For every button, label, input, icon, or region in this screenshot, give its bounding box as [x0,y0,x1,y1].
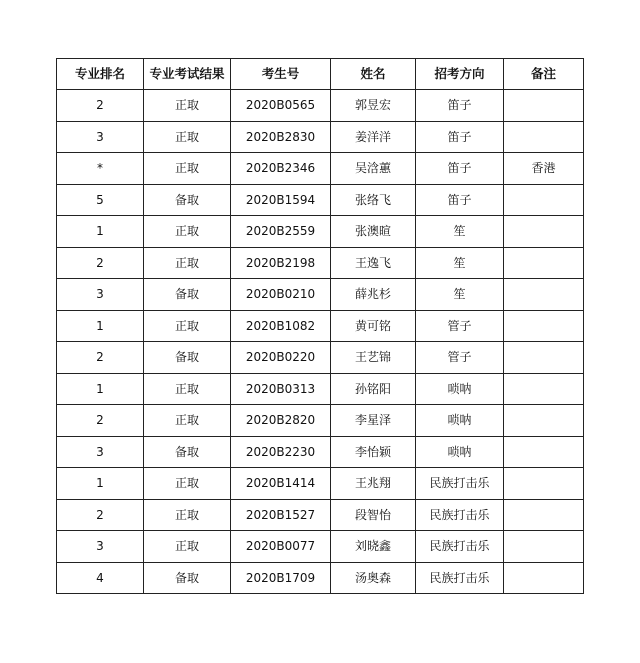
direction-cell: 民族打击乐 [416,468,504,500]
direction-cell: 唢呐 [416,373,504,405]
result-cell: 正取 [144,153,231,185]
remarks-cell [504,499,584,531]
result-cell: 备取 [144,436,231,468]
exam-number-cell: 2020B0210 [231,279,331,311]
table-row [57,153,584,185]
name-cell: 张络飞 [331,184,416,216]
remarks-cell [504,531,584,563]
result-cell: 备取 [144,562,231,594]
result-cell: 正取 [144,310,231,342]
exam-number-cell: 2020B1594 [231,184,331,216]
rank-cell: 1 [57,310,144,342]
direction-cell: 管子 [416,310,504,342]
direction-cell: 民族打击乐 [416,531,504,563]
header-rank: 专业排名 [57,59,144,90]
table-row [57,121,584,153]
result-cell: 正取 [144,216,231,248]
header-exam-number: 考生号 [231,59,331,90]
exam-number-cell: 2020B2230 [231,436,331,468]
name-cell: 段智怡 [331,499,416,531]
exam-number-cell: 2020B0565 [231,90,331,122]
rank-cell: 1 [57,373,144,405]
result-cell: 备取 [144,279,231,311]
result-cell: 正取 [144,121,231,153]
result-cell: 备取 [144,184,231,216]
exam-number-cell: 2020B1527 [231,499,331,531]
rank-cell: 4 [57,562,144,594]
name-cell: 王兆翔 [331,468,416,500]
remarks-cell: 香港 [504,153,584,185]
table-row [57,310,584,342]
direction-cell: 笛子 [416,184,504,216]
header-remarks: 备注 [504,59,584,90]
header-name: 姓名 [331,59,416,90]
remarks-cell [504,436,584,468]
table-row [57,531,584,563]
result-cell: 正取 [144,531,231,563]
rank-cell: 2 [57,342,144,374]
exam-number-cell: 2020B1414 [231,468,331,500]
table-row [57,373,584,405]
remarks-cell [504,310,584,342]
rank-cell: 1 [57,216,144,248]
name-cell: 孙铭阳 [331,373,416,405]
table-row [57,184,584,216]
name-cell: 王逸飞 [331,247,416,279]
table-row [57,279,584,311]
exam-number-cell: 2020B0220 [231,342,331,374]
direction-cell: 唢呐 [416,405,504,437]
result-cell: 正取 [144,468,231,500]
direction-cell: 笛子 [416,90,504,122]
result-cell: 备取 [144,342,231,374]
table-row [57,499,584,531]
direction-cell: 笙 [416,279,504,311]
table-row [57,436,584,468]
name-cell: 吴浛蕙 [331,153,416,185]
name-cell: 汤奥森 [331,562,416,594]
admission-results-table [56,58,584,594]
rank-cell: 2 [57,405,144,437]
result-cell: 正取 [144,90,231,122]
table-row [57,247,584,279]
direction-cell: 笙 [416,216,504,248]
name-cell: 张澳暄 [331,216,416,248]
table-row [57,562,584,594]
direction-cell: 管子 [416,342,504,374]
remarks-cell [504,121,584,153]
rank-cell: * [57,153,144,185]
direction-cell: 笛子 [416,121,504,153]
rank-cell: 2 [57,247,144,279]
exam-number-cell: 2020B1082 [231,310,331,342]
header-direction: 招考方向 [416,59,504,90]
header-result: 专业考试结果 [144,59,231,90]
exam-number-cell: 2020B2830 [231,121,331,153]
result-cell: 正取 [144,373,231,405]
rank-cell: 3 [57,279,144,311]
name-cell: 李怡颖 [331,436,416,468]
rank-cell: 1 [57,468,144,500]
result-cell: 正取 [144,405,231,437]
table-row [57,342,584,374]
exam-number-cell: 2020B2820 [231,405,331,437]
remarks-cell [504,184,584,216]
name-cell: 黄可铭 [331,310,416,342]
rank-cell: 3 [57,531,144,563]
remarks-cell [504,90,584,122]
direction-cell: 唢呐 [416,436,504,468]
exam-number-cell: 2020B1709 [231,562,331,594]
remarks-cell [504,468,584,500]
rank-cell: 3 [57,121,144,153]
rank-cell: 2 [57,90,144,122]
header-row [57,59,584,90]
direction-cell: 民族打击乐 [416,562,504,594]
table-row [57,405,584,437]
name-cell: 王艺锦 [331,342,416,374]
exam-number-cell: 2020B2346 [231,153,331,185]
name-cell: 刘晓鑫 [331,531,416,563]
remarks-cell [504,373,584,405]
result-cell: 正取 [144,499,231,531]
table-row [57,468,584,500]
direction-cell: 笛子 [416,153,504,185]
direction-cell: 笙 [416,247,504,279]
exam-number-cell: 2020B2198 [231,247,331,279]
table-row [57,216,584,248]
name-cell: 薛兆杉 [331,279,416,311]
remarks-cell [504,216,584,248]
remarks-cell [504,342,584,374]
remarks-cell [504,405,584,437]
rank-cell: 3 [57,436,144,468]
exam-number-cell: 2020B0313 [231,373,331,405]
name-cell: 李星泽 [331,405,416,437]
name-cell: 姜洋洋 [331,121,416,153]
remarks-cell [504,279,584,311]
name-cell: 郭昱宏 [331,90,416,122]
rank-cell: 2 [57,499,144,531]
rank-cell: 5 [57,184,144,216]
exam-number-cell: 2020B2559 [231,216,331,248]
direction-cell: 民族打击乐 [416,499,504,531]
remarks-cell [504,247,584,279]
exam-number-cell: 2020B0077 [231,531,331,563]
result-cell: 正取 [144,247,231,279]
remarks-cell [504,562,584,594]
table-row [57,90,584,122]
